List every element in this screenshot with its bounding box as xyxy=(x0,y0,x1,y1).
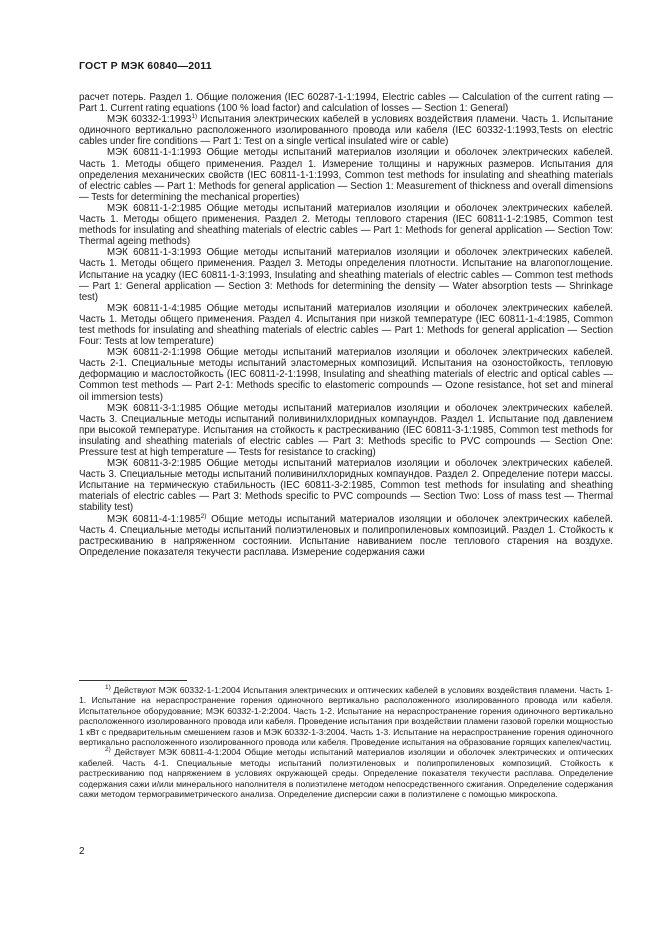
paragraph-text: Действуют МЭК 60332-1-1:2004 Испытания электрических и оптических кабелей в условиях воздействия пламени. Часть 1-1. Испытание на нераспространение горения одиночного вертикально расположенного изолированного провода или кабеля. Испытательное оборудование; МЭК 60332-1-2:2004. Часть 1-2. Испытание на нераспространение горения одиночного вертикально расположенного изолированного провода или кабеля. Проведение испытания при воздействии пламени газовой горелки мощностью 1 кВт с предварительным смешением газов и МЭК 60332-1-3:2004. Часть 1-3. Испытание на нераспространение горения одиночного вертикально расположенного изолированного провода или кабеля. Проведение испытания на образование горящих капелек/частиц. xyxy=(79,685,613,748)
paragraph-text: расчет потерь. Раздел 1. Общие положения (IEC 60287-1-1:1994, Electric cables — Calculation of the current rating — Part 1. Current rating equations (100 % load factor) and calculation of losses — Section 1: General) xyxy=(79,92,613,115)
reference-paragraph xyxy=(79,147,613,202)
reference-paragraph xyxy=(79,458,613,513)
reference-paragraph xyxy=(79,347,613,402)
footnote-marker: 1) xyxy=(191,113,198,121)
footnote-marker: 1) xyxy=(105,684,111,691)
body-text xyxy=(79,92,613,558)
page-number: 2 xyxy=(79,846,85,857)
footnote xyxy=(79,747,613,799)
footnotes xyxy=(79,685,613,799)
reference-paragraph xyxy=(79,403,613,458)
paragraph-text: Общие методы испытаний материалов изоляции и оболочек электрических кабелей. Часть 4. Специальные методы испытаний полиэтиленовых и полипропиленовых композиций. Раздел 1. Стойкость к растрескиванию в напряженном состоянии. Испытание навиванием после теплового старения на воздухе. Определение показателя текучести расплава. Измерение содержания сажи xyxy=(79,513,614,558)
reference-paragraph xyxy=(79,92,613,114)
paragraph-text: МЭК 60811-1-2:1985 Общие методы испытаний материалов изоляции и оболочек электрических кабелей. Часть 1. Методы общего применения. Раздел 2. Методы теплового старения (IEC 60811-1-2:1985, Common test methods for insulating and sheathing materials of electric cables — Part 1: Methods for general application — Section Tow: Thermal ageing methods) xyxy=(79,202,613,248)
footnote-separator xyxy=(79,680,187,681)
paragraph-text: Испытания электрических кабелей в условиях воздействия пламени. Часть 1. Испытание одиночного вертикально расположенного изолированного провода или кабеля (IEC 60332-1:1993,Tests on electric cables under fire conditions — Part 1: Test on a single vertical insulated wire or cable) xyxy=(79,114,613,148)
paragraph-text: МЭК 60332-1:1993 xyxy=(107,114,192,126)
paragraph-text: МЭК 60811-1-1:1993 Общие методы испытаний материалов изоляции и оболочек электрических кабелей. Часть 1. Методы общего применения. Раздел 1. Измерение толщины и наружных размеров. Испытания для определения механических свойств (IEC 60811-1-1:1993, Common test methods for insulating and sheathing materials of electric cables — Part 1: Methods for general application — Section 1: Measurement of thickness and overall dimensions — Tests for determining the mechanical properties) xyxy=(79,147,613,203)
paragraph-text: МЭК 60811-3-2:1985 Общие методы испытаний материалов изоляции и оболочек электрических кабелей. Часть 3. Специальные методы испытаний поливинилхлоридных компаундов. Раздел 2. Определение потери массы. Испытание на термическую стабильность (IEC 60811-3-2:1985, Common test methods for insulating and sheathing materials of electric cables — Part 3: Methods specific to PVC compounds — Section Two: Loss of mass test — Thermal stability test) xyxy=(79,458,613,514)
reference-paragraph xyxy=(79,303,613,347)
paragraph-text: МЭК 60811-1-4:1985 Общие методы испытаний материалов изоляции и оболочек электрических кабелей. Часть 1. Методы общего применения. Раздел 4. Испытания при низкой температуре (IEC 60811-1-4:1985, Common test methods for insulating and sheathing materials of electric cables — Part 1: Methods for general application — Section Four: Tests at low temperature) xyxy=(79,302,613,348)
reference-paragraph xyxy=(79,114,613,147)
footnote-marker: 2) xyxy=(200,512,207,520)
standard-header: ГОСТ Р МЭК 60840—2011 xyxy=(79,60,212,72)
paragraph-text: МЭК 60811-1-3:1993 Общие методы испытаний материалов изоляции и оболочек электрических кабелей. Часть 1. Методы общего применения. Раздел 3. Методы определения плотности. Испытание на влагопоглощение. Испытание на усадку (IEC 60811-1-3:1993, Insulating and sheathing materials of electric cables — Common test methods — Part 1: General application — Section 3: Methods for determining the density — Water absorption tests — Shrinkage test) xyxy=(79,247,613,303)
reference-paragraph xyxy=(79,247,613,302)
reference-paragraph xyxy=(79,514,613,558)
footnote-marker: 2) xyxy=(105,746,111,754)
paragraph-text: Действует МЭК 60811-4-1:2004 Общие методы испытаний материалов изоляции и оболочек электрических и оптических кабелей. Часть 4-1. Специальные методы испытаний полиэтиленовых и полипропиленовых композиций. Стойкость к растрескиванию под напряжением в условиях окружающей среды. Определение показателя текучести расплава. Определение содержания сажи и/или минерального наполнителя в полиэтилене методом непосредственного сжигания. Определение содержания сажи методом термогравиметрического анализа. Определение дисперсии сажи в полиэтилене с помощью микроскопа. xyxy=(79,747,613,800)
paragraph-text: МЭК 60811-2-1:1998 Общие методы испытаний материалов изоляции и оболочек электрических кабелей. Часть 2-1. Специальные методы испытаний эластомерных композиций. Испытания на озоностойкость, тепловую деформацию и маслостойкость (IEC 60811-2-1:1998, Insulating and sheathing materials of electric and optical cables — Common test methods — Part 2-1: Methods specific to elastomeric compounds — Ozone resistance, hot set and mineral oil immersion tests) xyxy=(79,347,613,403)
reference-paragraph xyxy=(79,203,613,247)
footnote xyxy=(79,685,613,747)
paragraph-text: МЭК 60811-4-1:1985 xyxy=(107,513,201,525)
paragraph-text: МЭК 60811-3-1:1985 Общие методы испытаний материалов изоляции и оболочек электрических кабелей. Часть 3. Специальные методы испытаний поливинилхлоридных компаундов. Раздел 1. Испытание под давлением при высокой температуре. Испытания на стойкость к растрескиванию (IEC 60811-3-1:1985, Common test methods for insulating and sheathing materials of electric cables — Part 3: Methods specific to PVC compounds — Section One: Pressure test at high temperature — Tests for resistance to cracking) xyxy=(79,402,613,458)
